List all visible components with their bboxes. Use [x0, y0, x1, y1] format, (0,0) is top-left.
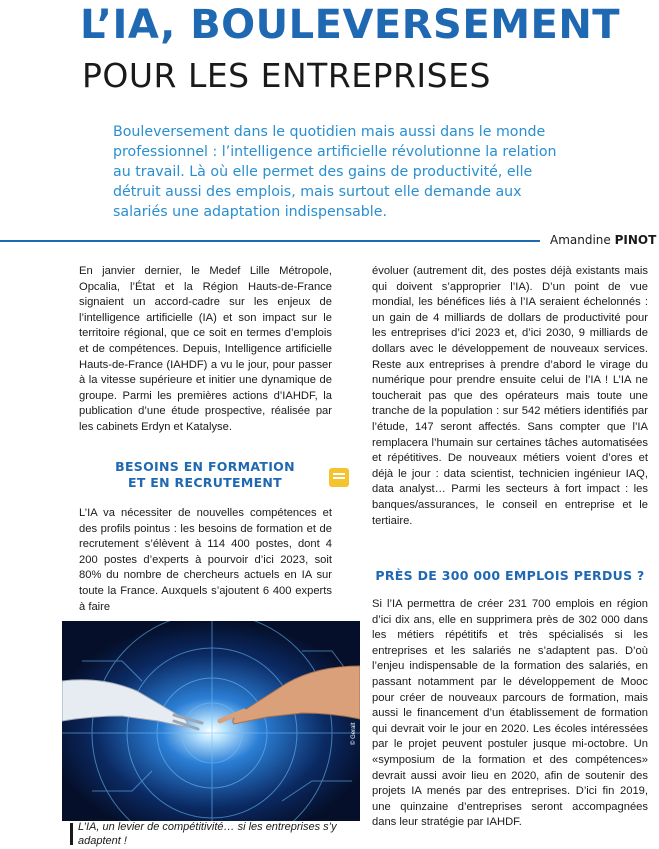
ai-hands-photo [62, 621, 360, 821]
robot-human-hands-illustration [62, 621, 360, 821]
photo-credit: © Geralt [351, 722, 357, 745]
page-title: L’IA, BOULEVERSEMENT [80, 2, 621, 48]
right-column-emplois [372, 597, 648, 831]
heading-line: ET EN RECRUTEMENT [127, 475, 282, 490]
lead-paragraph: Bouleversement dans le quotidien mais aussi dans le monde professionnel : l’intelligence artificielle révolutionne la relation au travail. Là où elle permet des gains de productivité, elle détruit aussi des emplois, mais surtout elle demande aux salariés une adaptation indispensable. [113, 124, 557, 220]
left-column-formation [79, 506, 332, 615]
paragraph: En janvier dernier, le Medef Lille Métropole, Opcalia, l’État et la Région Hauts-de-France signaient un accord-cadre sur les enjeux de l’intelligence artificielle (IA) et son impact sur le territoire régional, que ce soit en termes d’emplois et de compétences. Depuis, Intelligence artificielle Hauts-de-France (IAHDF) a vu le jour, pour passer à la vitesse supérieure et initier une dynamique de groupe. Parmi les premières actions d’IAHDF, la publication d’une étude prospective, réalisée par les cabinets Erdyn et Katalyse. [79, 265, 332, 433]
comment-note-icon[interactable] [329, 468, 349, 487]
section-heading-emplois: PRÈS DE 300 000 EMPLOIS PERDUS ? [375, 568, 645, 583]
title-divider [0, 240, 540, 242]
author-last-name: PINOT [614, 233, 657, 247]
author-first-name: Amandine [550, 233, 611, 247]
caption-divider [70, 823, 73, 845]
paragraph: L’IA va nécessiter de nouvelles compétences et des profils pointus : les besoins de formation et de recrutement s’élèvent à 114 400 postes, dont 4 200 postes d’experts à pourvoir d’ici 2023, soit 80% du nombre de chercheurs actuels en IA sur toute la France. Auxquels s’ajoutent 6 400 experts à faire [79, 507, 332, 613]
page-subtitle: POUR LES ENTREPRISES [82, 56, 491, 95]
heading-line: BESOINS EN FORMATION [115, 459, 295, 474]
paragraph: Si l’IA permettra de créer 231 700 emplois en région d’ici dix ans, elle en supprimera près de 302 000 dans les métiers répétitifs et très spécialisés si les entreprises et les salariés ne s’adaptent pas. D’où l’enjeu indispensable de la formation des salariés, en passant notamment par le développement de Mooc pour créer de nouveaux parcours de formation, mais aussi le financement d’un établissement de formation qui devrait voir le jour en 2020. Les écoles intéressées par le projet peuvent postuler jusque mi-octobre. Un «symposium de la formation et des compétences» devrait aussi avoir lieu en 2020, afin de soutenir des projets IA menés par des entreprises. D’ici fin 2019, une quinzaine d’entreprises seront accompagnées dans leur stratégie par IAHDF. [372, 598, 648, 829]
photo-caption: L’IA, un levier de compétitivité… si les entreprises s’y adaptent ! [78, 821, 337, 847]
paragraph: évoluer (autrement dit, des postes déjà existants mais qui doivent s’approprier l’IA). D’un point de vue mondial, les bénéfices liés à l’IA seraient échelonnés : un gain de 4 milliards de dollars de productivité pour les entreprises d’ici 2023 et, d’ici 2030, 9 milliards de dollars avec le développement de nouveaux services. Reste aux entreprises à prendre d’abord le virage du numérique pour prendre ensuite celui de l’IA ! L’IA ne toucherait pas que des opérateurs mais toute une tranche de la population : sur 542 métiers identifiés par l’étude, 147 seront affectés. Sans compter que l’IA remplacera l’humain sur certaines tâches automatisées et répétitives. De nouveaux métiers voient d’ores et déjà le jour : data scientist, technicien ingénieur IAQ, data analyst… Parmi les secteurs à fort impact : les banques/assurances, le conseil en entreprise et le tertiaire. [372, 265, 648, 527]
right-column-main [372, 264, 648, 529]
left-column-intro [79, 264, 332, 436]
author-byline [550, 233, 656, 247]
section-heading-formation [100, 459, 310, 491]
